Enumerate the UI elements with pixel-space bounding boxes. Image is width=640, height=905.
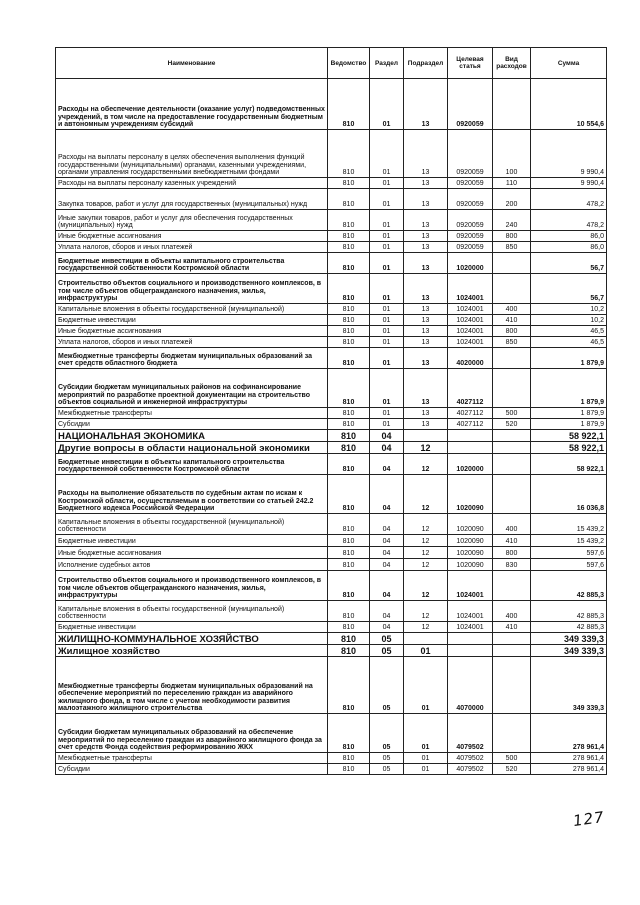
cell-name: Строительство объектов социального и производственного комплексов, в том числе объектов общегражданского назначения, жилья, инфраструктуры [56, 571, 328, 601]
cell-kind: 800 [493, 326, 531, 337]
cell-tgt: 4020000 [448, 348, 493, 369]
header-subsection: Подраздел [404, 48, 448, 79]
cell-tgt: 4070000 [448, 657, 493, 714]
cell-name: Субсидии бюджетам муниципальных образований на обеспечение мероприятий по переселению граждан из аварийного жилищного фонда за счет средств Фонда содействия реформированию ЖКХ [56, 714, 328, 753]
cell-sec: 04 [370, 442, 404, 454]
cell-sum: 9 990,4 [531, 130, 607, 178]
cell-name: Расходы на выплаты персоналу в целях обеспечения выполнения функций государственными (муниципальными) органами, казенными учреждениями, органами управления государственными внебюджетными фондами [56, 130, 328, 178]
cell-sum: 42 885,3 [531, 601, 607, 622]
cell-dept: 810 [328, 178, 370, 189]
cell-kind [493, 657, 531, 714]
cell-tgt: 0920059 [448, 130, 493, 178]
cell-tgt: 1020090 [448, 475, 493, 514]
cell-dept: 810 [328, 408, 370, 419]
cell-tgt: 0920059 [448, 242, 493, 253]
cell-tgt: 4027112 [448, 419, 493, 430]
cell-dept: 810 [328, 475, 370, 514]
cell-sec: 04 [370, 559, 404, 571]
cell-name: Бюджетные инвестиции [56, 535, 328, 547]
cell-dept: 810 [328, 315, 370, 326]
table-row [56, 571, 607, 601]
cell-kind: 110 [493, 178, 531, 189]
cell-dept: 810 [328, 326, 370, 337]
cell-sub: 13 [404, 242, 448, 253]
cell-tgt [448, 442, 493, 454]
cell-dept: 810 [328, 601, 370, 622]
cell-sum: 86,0 [531, 242, 607, 253]
cell-kind: 850 [493, 242, 531, 253]
cell-sub: 13 [404, 315, 448, 326]
cell-sub [404, 430, 448, 442]
cell-sec: 05 [370, 633, 404, 645]
cell-sec: 04 [370, 430, 404, 442]
cell-kind [493, 253, 531, 274]
table-row [56, 430, 607, 442]
cell-dept: 810 [328, 559, 370, 571]
cell-sec: 04 [370, 454, 404, 475]
cell-kind: 500 [493, 408, 531, 419]
cell-kind: 200 [493, 189, 531, 210]
cell-sub: 13 [404, 348, 448, 369]
cell-sum: 9 990,4 [531, 178, 607, 189]
cell-dept: 810 [328, 571, 370, 601]
cell-name: Строительство объектов социального и производственного комплексов, в том числе объектов общегражданского назначения, жилья, инфраструктуры [56, 274, 328, 304]
cell-sub: 13 [404, 304, 448, 315]
cell-tgt: 1020090 [448, 547, 493, 559]
cell-sub: 01 [404, 714, 448, 753]
cell-name: Расходы на обеспечение деятельности (оказание услуг) подведомственных учреждений, в том числе на предоставление государственным бюджетным и автономным учреждениям субсидий [56, 79, 328, 130]
table-row [56, 601, 607, 622]
cell-sum: 46,5 [531, 337, 607, 348]
cell-sec: 04 [370, 622, 404, 633]
cell-sec: 04 [370, 601, 404, 622]
cell-tgt: 0920059 [448, 210, 493, 231]
cell-sub: 12 [404, 547, 448, 559]
cell-sec: 04 [370, 514, 404, 535]
cell-sub: 12 [404, 514, 448, 535]
table-row [56, 535, 607, 547]
cell-kind: 400 [493, 514, 531, 535]
cell-tgt: 4027112 [448, 408, 493, 419]
cell-sec: 01 [370, 189, 404, 210]
cell-sum: 349 339,3 [531, 657, 607, 714]
cell-kind: 850 [493, 337, 531, 348]
cell-sum: 42 885,3 [531, 571, 607, 601]
cell-dept: 810 [328, 622, 370, 633]
cell-kind: 240 [493, 210, 531, 231]
cell-name: Субсидии [56, 419, 328, 430]
cell-dept: 810 [328, 337, 370, 348]
cell-sub: 12 [404, 622, 448, 633]
cell-dept: 810 [328, 242, 370, 253]
table-row [56, 348, 607, 369]
cell-dept: 810 [328, 753, 370, 764]
cell-sub: 12 [404, 535, 448, 547]
cell-kind [493, 430, 531, 442]
cell-kind [493, 633, 531, 645]
table-row [56, 454, 607, 475]
cell-kind: 830 [493, 559, 531, 571]
cell-name: Капитальные вложения в объекты государственной (муниципальной) собственности [56, 514, 328, 535]
cell-sub: 01 [404, 645, 448, 657]
cell-sec: 04 [370, 571, 404, 601]
cell-sec: 05 [370, 714, 404, 753]
cell-name: Расходы на выполнение обязательств по судебным актам по искам к Костромской области, осуществляемым в соответствии со статьей 242.2 Бюджетного кодекса Российской Федерации [56, 475, 328, 514]
table-row [56, 369, 607, 408]
cell-kind [493, 348, 531, 369]
table-row [56, 633, 607, 645]
cell-name: Капитальные вложения в объекты государственной (муниципальной) собственности [56, 601, 328, 622]
cell-dept: 810 [328, 633, 370, 645]
cell-sec: 01 [370, 242, 404, 253]
cell-dept: 810 [328, 657, 370, 714]
cell-sum: 58 922,1 [531, 454, 607, 475]
cell-sum: 349 339,3 [531, 633, 607, 645]
cell-sub: 13 [404, 210, 448, 231]
cell-kind [493, 442, 531, 454]
cell-tgt: 0920059 [448, 178, 493, 189]
cell-dept: 810 [328, 79, 370, 130]
cell-sum: 1 879,9 [531, 408, 607, 419]
cell-dept: 810 [328, 189, 370, 210]
cell-tgt: 1024001 [448, 622, 493, 633]
cell-sum: 15 439,2 [531, 514, 607, 535]
cell-sub [404, 633, 448, 645]
cell-sum: 86,0 [531, 231, 607, 242]
cell-sec: 01 [370, 274, 404, 304]
cell-dept: 810 [328, 369, 370, 408]
cell-sum: 15 439,2 [531, 535, 607, 547]
cell-tgt: 1024001 [448, 337, 493, 348]
cell-name: Бюджетные инвестиции в объекты капитального строительства государственной собственности Костромской области [56, 253, 328, 274]
cell-sub: 13 [404, 326, 448, 337]
page-number: 127 [571, 807, 606, 831]
cell-sec: 01 [370, 348, 404, 369]
cell-sec: 04 [370, 475, 404, 514]
table-row [56, 764, 607, 775]
table-row [56, 753, 607, 764]
cell-sub: 13 [404, 189, 448, 210]
cell-tgt: 4027112 [448, 369, 493, 408]
cell-kind: 520 [493, 764, 531, 775]
cell-kind [493, 454, 531, 475]
cell-sum: 1 879,9 [531, 348, 607, 369]
cell-dept: 810 [328, 547, 370, 559]
cell-tgt [448, 633, 493, 645]
cell-kind: 400 [493, 601, 531, 622]
cell-kind: 410 [493, 315, 531, 326]
cell-name: Уплата налогов, сборов и иных платежей [56, 337, 328, 348]
table-row [56, 657, 607, 714]
cell-kind [493, 369, 531, 408]
table-row [56, 514, 607, 535]
cell-kind: 400 [493, 304, 531, 315]
cell-tgt: 4079502 [448, 714, 493, 753]
cell-sum: 278 961,4 [531, 753, 607, 764]
cell-kind: 410 [493, 535, 531, 547]
cell-tgt: 1024001 [448, 315, 493, 326]
header-target: Целевая статья [448, 48, 493, 79]
cell-sum: 478,2 [531, 210, 607, 231]
cell-sub: 12 [404, 601, 448, 622]
cell-sum: 278 961,4 [531, 714, 607, 753]
cell-sec: 01 [370, 178, 404, 189]
header-dept: Ведомство [328, 48, 370, 79]
table-row [56, 326, 607, 337]
cell-sec: 05 [370, 645, 404, 657]
table-row [56, 242, 607, 253]
cell-tgt: 1024001 [448, 601, 493, 622]
table-row [56, 475, 607, 514]
cell-name: Межбюджетные трансферты бюджетам муниципальных образований за счет средств областного бюджета [56, 348, 328, 369]
cell-sec: 01 [370, 79, 404, 130]
table-row [56, 253, 607, 274]
cell-kind [493, 645, 531, 657]
cell-sub: 13 [404, 79, 448, 130]
cell-dept: 810 [328, 454, 370, 475]
cell-name: Иные бюджетные ассигнования [56, 547, 328, 559]
cell-name: Бюджетные инвестиции в объекты капитального строительства государственной собственности Костромской области [56, 454, 328, 475]
cell-sub: 01 [404, 657, 448, 714]
cell-sub: 12 [404, 571, 448, 601]
cell-sub: 12 [404, 454, 448, 475]
cell-sub: 13 [404, 369, 448, 408]
cell-name: Субсидии [56, 764, 328, 775]
cell-sub: 13 [404, 231, 448, 242]
cell-kind: 800 [493, 547, 531, 559]
table-row [56, 337, 607, 348]
cell-sec: 01 [370, 210, 404, 231]
cell-kind: 410 [493, 622, 531, 633]
cell-kind: 520 [493, 419, 531, 430]
cell-sum: 597,6 [531, 547, 607, 559]
cell-sub: 12 [404, 475, 448, 514]
cell-dept: 810 [328, 514, 370, 535]
cell-kind [493, 714, 531, 753]
cell-name: Капитальные вложения в объекты государственной (муниципальной) [56, 304, 328, 315]
cell-sum: 42 885,3 [531, 622, 607, 633]
cell-sub: 13 [404, 178, 448, 189]
cell-sec: 01 [370, 231, 404, 242]
table-row [56, 274, 607, 304]
cell-name: Субсидии бюджетам муниципальных районов на софинансирование мероприятий по разработке проектной документации на строительство объектов социальной и инженерной инфраструктуры [56, 369, 328, 408]
table-row [56, 714, 607, 753]
table-row [56, 79, 607, 130]
cell-kind [493, 571, 531, 601]
header-kind: Вид расходов [493, 48, 531, 79]
table-row [56, 189, 607, 210]
cell-dept: 810 [328, 442, 370, 454]
cell-name: Межбюджетные трансферты [56, 753, 328, 764]
cell-tgt: 1024001 [448, 304, 493, 315]
cell-dept: 810 [328, 348, 370, 369]
cell-sub: 13 [404, 337, 448, 348]
cell-name: Закупка товаров, работ и услуг для государственных (муниципальных) нужд [56, 189, 328, 210]
cell-sec: 01 [370, 326, 404, 337]
cell-sum: 349 339,3 [531, 645, 607, 657]
cell-name: Иные бюджетные ассигнования [56, 231, 328, 242]
cell-kind [493, 79, 531, 130]
cell-name: ЖИЛИЩНО-КОММУНАЛЬНОЕ ХОЗЯЙСТВО [56, 633, 328, 645]
cell-tgt: 4079502 [448, 764, 493, 775]
cell-sec: 04 [370, 535, 404, 547]
header-section: Раздел [370, 48, 404, 79]
table-row [56, 304, 607, 315]
cell-kind: 800 [493, 231, 531, 242]
cell-kind [493, 274, 531, 304]
cell-tgt: 0920059 [448, 189, 493, 210]
budget-table [55, 47, 607, 775]
cell-sum: 278 961,4 [531, 764, 607, 775]
cell-tgt: 4079502 [448, 753, 493, 764]
cell-sum: 58 922,1 [531, 430, 607, 442]
cell-sum: 56,7 [531, 253, 607, 274]
cell-dept: 810 [328, 253, 370, 274]
cell-sum: 58 922,1 [531, 442, 607, 454]
cell-sec: 01 [370, 253, 404, 274]
cell-tgt [448, 430, 493, 442]
table-row [56, 130, 607, 178]
cell-sub: 12 [404, 442, 448, 454]
cell-dept: 810 [328, 231, 370, 242]
cell-sec: 01 [370, 130, 404, 178]
cell-tgt: 1024001 [448, 274, 493, 304]
cell-sub: 01 [404, 753, 448, 764]
cell-sum: 478,2 [531, 189, 607, 210]
table-row [56, 210, 607, 231]
cell-tgt: 0920059 [448, 79, 493, 130]
cell-sum: 46,5 [531, 326, 607, 337]
cell-sum: 56,7 [531, 274, 607, 304]
cell-name: Иные бюджетные ассигнования [56, 326, 328, 337]
cell-name: Бюджетные инвестиции [56, 315, 328, 326]
cell-sec: 05 [370, 753, 404, 764]
cell-dept: 810 [328, 714, 370, 753]
cell-name: Межбюджетные трансферты бюджетам муниципальных образований на обеспечение мероприятий по переселению граждан из аварийного жилищного фонда, в том числе с учетом необходимости развития малоэтажного жилищного строительства [56, 657, 328, 714]
cell-sec: 01 [370, 369, 404, 408]
cell-name: Межбюджетные трансферты [56, 408, 328, 419]
cell-sub: 12 [404, 559, 448, 571]
cell-sub: 13 [404, 253, 448, 274]
cell-tgt: 1024001 [448, 326, 493, 337]
cell-sec: 05 [370, 657, 404, 714]
cell-tgt: 1020000 [448, 454, 493, 475]
cell-name: Уплата налогов, сборов и иных платежей [56, 242, 328, 253]
cell-dept: 810 [328, 430, 370, 442]
table-header-row [56, 48, 607, 79]
cell-sec: 01 [370, 337, 404, 348]
cell-sum: 597,6 [531, 559, 607, 571]
cell-tgt: 1020090 [448, 559, 493, 571]
cell-name: Жилищное хозяйство [56, 645, 328, 657]
table-row [56, 419, 607, 430]
table-row [56, 442, 607, 454]
cell-sub: 13 [404, 408, 448, 419]
cell-name: Исполнение судебных актов [56, 559, 328, 571]
table-row [56, 315, 607, 326]
cell-name: Другие вопросы в области национальной экономики [56, 442, 328, 454]
cell-kind [493, 475, 531, 514]
cell-sub: 13 [404, 274, 448, 304]
cell-sec: 05 [370, 764, 404, 775]
cell-dept: 810 [328, 535, 370, 547]
cell-tgt: 0920059 [448, 231, 493, 242]
cell-sub: 13 [404, 130, 448, 178]
table-row [56, 547, 607, 559]
cell-dept: 810 [328, 304, 370, 315]
cell-sum: 16 036,8 [531, 475, 607, 514]
cell-sum: 10,2 [531, 315, 607, 326]
cell-sum: 1 879,9 [531, 419, 607, 430]
cell-name: НАЦИОНАЛЬНАЯ ЭКОНОМИКА [56, 430, 328, 442]
cell-dept: 810 [328, 645, 370, 657]
table-row [56, 178, 607, 189]
cell-dept: 810 [328, 764, 370, 775]
header-sum: Сумма [531, 48, 607, 79]
cell-sec: 01 [370, 419, 404, 430]
cell-sec: 04 [370, 547, 404, 559]
table-row [56, 622, 607, 633]
table-row [56, 645, 607, 657]
table-row [56, 559, 607, 571]
cell-sum: 10,2 [531, 304, 607, 315]
cell-sec: 01 [370, 408, 404, 419]
cell-kind: 500 [493, 753, 531, 764]
cell-sub: 13 [404, 419, 448, 430]
cell-name: Иные закупки товаров, работ и услуг для обеспечения государственных (муниципальных) нужд [56, 210, 328, 231]
cell-dept: 810 [328, 274, 370, 304]
cell-sec: 01 [370, 304, 404, 315]
cell-tgt: 1024001 [448, 571, 493, 601]
cell-sum: 10 554,6 [531, 79, 607, 130]
cell-dept: 810 [328, 419, 370, 430]
cell-tgt: 1020090 [448, 535, 493, 547]
cell-dept: 810 [328, 210, 370, 231]
cell-dept: 810 [328, 130, 370, 178]
cell-tgt: 1020090 [448, 514, 493, 535]
cell-tgt: 1020000 [448, 253, 493, 274]
cell-name: Бюджетные инвестиции [56, 622, 328, 633]
table-row [56, 408, 607, 419]
header-name: Наименование [56, 48, 328, 79]
cell-sub: 01 [404, 764, 448, 775]
table-row [56, 231, 607, 242]
cell-kind: 100 [493, 130, 531, 178]
cell-tgt [448, 645, 493, 657]
cell-name: Расходы на выплаты персоналу казенных учреждений [56, 178, 328, 189]
cell-sum: 1 879,9 [531, 369, 607, 408]
cell-sec: 01 [370, 315, 404, 326]
